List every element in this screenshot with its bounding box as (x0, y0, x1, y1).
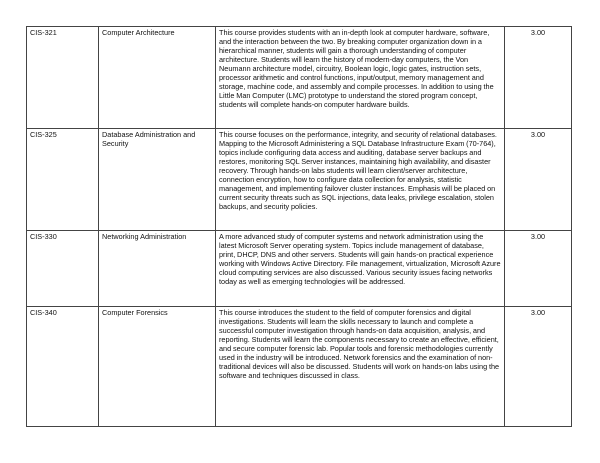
course-description-text: This course introduces the student to the field of computer forensics and digital investigations. Students will learn the skills necessary to launch and complete a successful computer investigation through hands-on data acquisition, analysis, and reporting. Students will learn the components necessary to create an effective, efficient, and secure computer forensic lab. Popular tools and forensic methodologies currently used in the industry will be introduced. Network forensics and the examination of non-traditional devices will also be discussed. Students will work on hands-on labs using the software and techniques discussed in class. (219, 308, 500, 381)
course-description (216, 27, 505, 129)
course-credits: 3.00 (505, 307, 572, 427)
course-title: Computer Forensics (99, 307, 216, 427)
course-credits: 3.00 (505, 231, 572, 307)
table-row (27, 129, 572, 231)
course-code: CIS-321 (27, 27, 99, 129)
course-code: CIS-325 (27, 129, 99, 231)
table-row (27, 307, 572, 427)
table-row (27, 27, 572, 129)
course-description (216, 307, 505, 427)
course-description-text: A more advanced study of computer systems and network administration using the latest Microsoft Server operating system. Topics include management of database, print, DHCP, DNS and other servers. Students will gain hands-on practical experience working with Windows Active Directory. File management, virtualization, Microsoft Azure cloud computing services are also discussed. Various security issues facing networks today as well as emerging technologies will be addressed. (219, 232, 501, 287)
course-description-text: This course focuses on the performance, integrity, and security of relational databases. Mapping to the Microsoft Administering a SQL Database Infrastructure Exam (70-764), topics include configuring data access and auditing, database server backups and restores, monitoring SQL Server instances, maintaining high availability, and disaster recovery. Through hands-on labs students will learn client/server architecture, connection encryption, how to configure data collection for analysis, statistic management, and implementing failover cluster instances. Emphasis will be placed on current security threats such as SQL injections, data leaks, privilege escalation, stolen backups, and security policies. (219, 130, 497, 212)
course-title: Database Administration and Security (99, 129, 216, 231)
course-description (216, 129, 505, 231)
course-credits: 3.00 (505, 129, 572, 231)
table-row (27, 231, 572, 307)
course-title: Computer Architecture (99, 27, 216, 129)
course-code: CIS-340 (27, 307, 99, 427)
course-description-text: This course provides students with an in-depth look at computer hardware, software, and the interaction between the two. By breaking computer organization down in a hierarchical manner, students will gain a thorough understanding of computer architecture. Students will learn the history of modern-day computers, the Von Neumann architecture model, circuitry, Boolean logic, logic gates, instruction sets, processor arithmetic and control functions, input/output, memory management and storage, machine code, and assembly and compile processes. In addition to using the Little Man Computer (LMC) prototype to understand the stored program concept, students will complete hands-on computer hardware builds. (219, 28, 494, 110)
course-title: Networking Administration (99, 231, 216, 307)
course-description (216, 231, 505, 307)
course-credits: 3.00 (505, 27, 572, 129)
course-table (26, 26, 572, 427)
course-code: CIS-330 (27, 231, 99, 307)
